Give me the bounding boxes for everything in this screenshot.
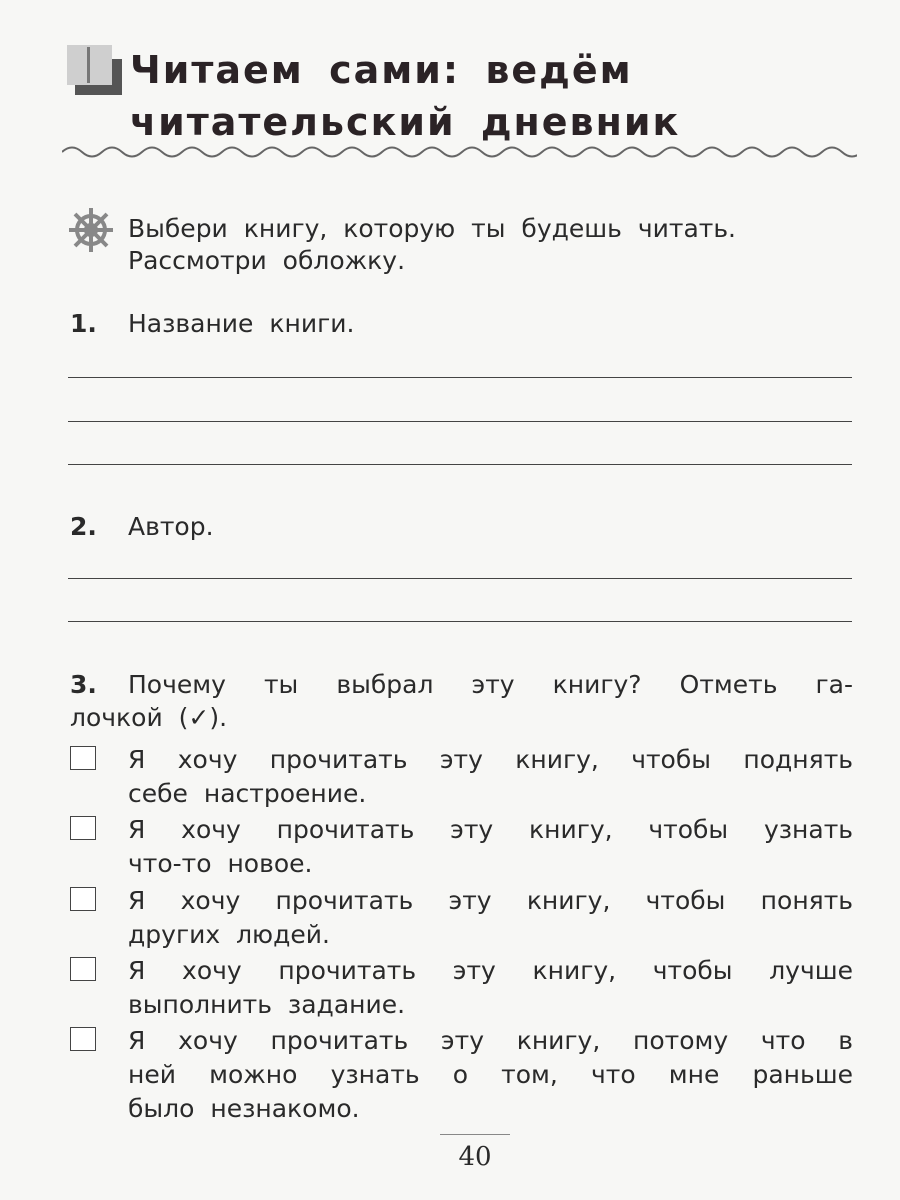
checkbox[interactable] [70,957,96,981]
instruction-line-1: Выбери книгу, которую ты будешь читать. [128,214,737,243]
option-text: других людей. [128,920,330,949]
q2-number: 2. [70,512,97,541]
title-line-2: читательский дневник [130,100,681,144]
instruction-line-2: Рассмотри обложку. [128,246,406,275]
q3-line-2: лочкой (✓). [70,703,228,732]
wavy-divider [62,140,857,164]
option-text: было незнакомо. [128,1094,360,1123]
option-text: Я хочу прочитать эту книгу, чтобы узнать [128,815,853,844]
option-text: Я хочу прочитать эту книгу, чтобы понять [128,886,853,915]
option-text: выполнить задание. [128,990,406,1019]
answer-line[interactable] [68,464,852,465]
checkbox[interactable] [70,746,96,770]
checkbox[interactable] [70,1027,96,1051]
q3-number: 3. [70,670,97,699]
option-text: Я хочу прочитать эту книгу, чтобы лучше [128,956,853,985]
q2-text: Автор. [128,512,214,541]
option-text: Я хочу прочитать эту книгу, потому что в [128,1026,853,1055]
q1-number: 1. [70,309,97,338]
option-text: ней можно узнать о том, что мне раньше [128,1060,853,1089]
option-text: себе настроение. [128,779,367,808]
answer-line[interactable] [68,421,852,422]
ship-wheel-icon [66,205,116,255]
checkbox[interactable] [70,816,96,840]
page-number: 40 [458,1142,492,1172]
page-number-rule [440,1134,510,1135]
book-pen-icon [67,45,122,95]
q1-text: Название книги. [128,309,355,338]
option-text: Я хочу прочитать эту книгу, чтобы поднять [128,745,853,774]
answer-line[interactable] [68,578,852,579]
title-line-1: Читаем сами: ведём [130,48,633,92]
answer-line[interactable] [68,377,852,378]
checkbox[interactable] [70,887,96,911]
option-text: что-то новое. [128,849,313,878]
q3-line-1: Почему ты выбрал эту книгу? Отметь га- [128,670,853,699]
answer-line[interactable] [68,621,852,622]
